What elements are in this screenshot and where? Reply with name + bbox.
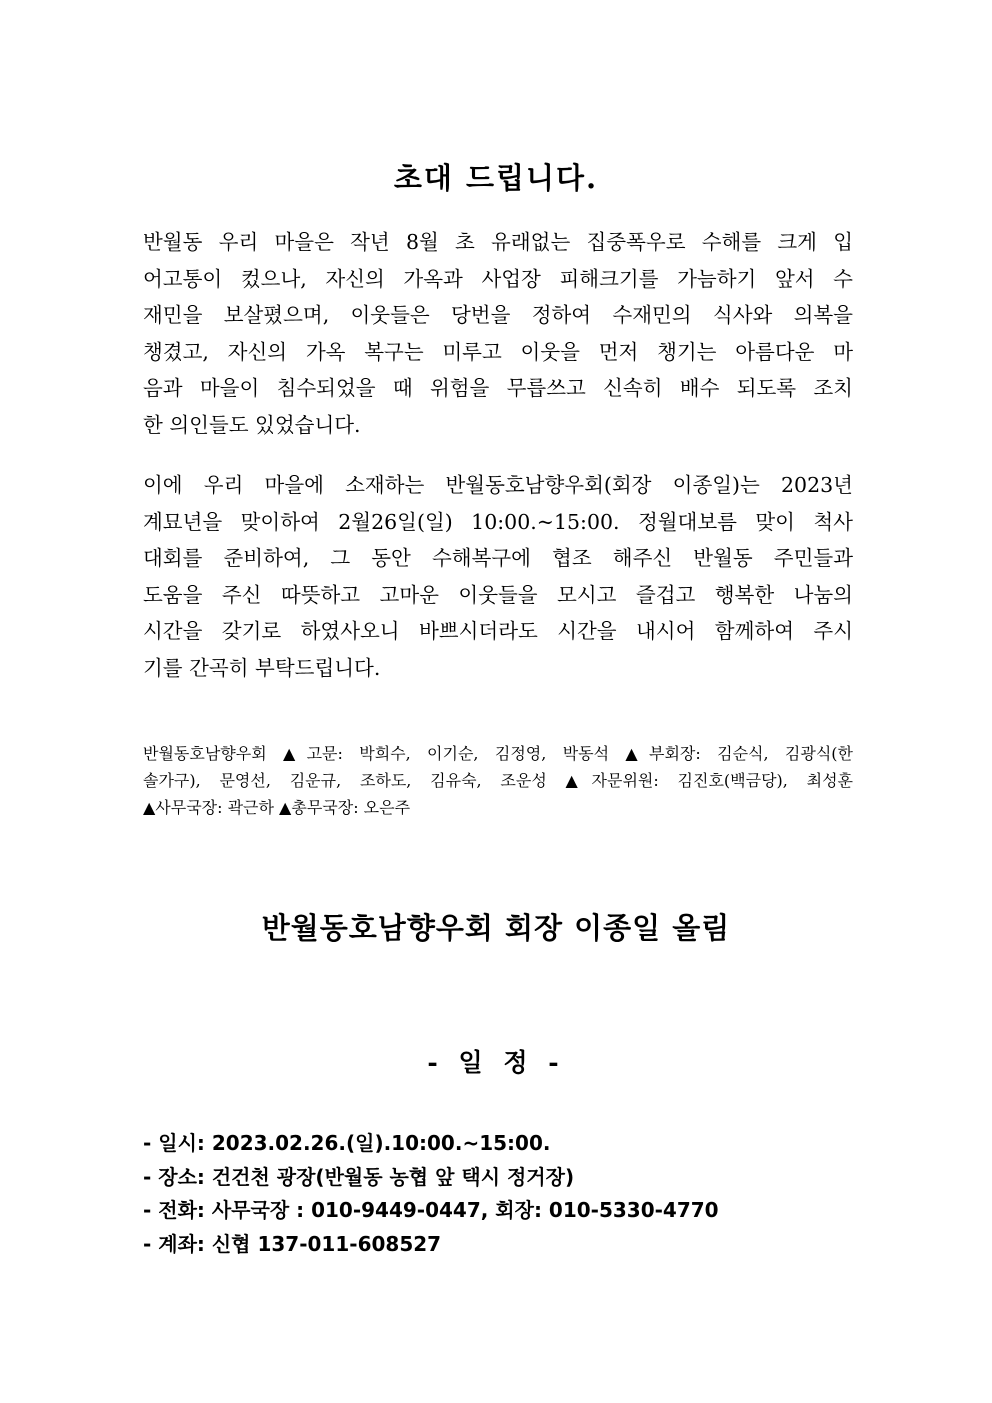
invitation-title: 초대 드립니다. <box>393 161 599 195</box>
signature: 반월동호남향우회 회장 이종일 올림 <box>261 911 731 945</box>
paragraph-line: 챙겼고, 자신의 가옥 복구는 미루고 이웃을 먼저 챙기는 아름다운 마 <box>143 339 853 364</box>
paragraph-line: 어고통이 컸으나, 자신의 가옥과 사업장 피해크기를 가늠하기 앞서 수 <box>143 266 853 291</box>
paragraph-line: 재민을 보살폈으며, 이웃들은 당번을 정하여 수재민의 식사와 의복을 <box>143 303 853 327</box>
paragraph-line: 대회를 준비하여, 그 동안 수해복구에 협조 해주신 반월동 주민들과 <box>143 546 853 570</box>
schedule-item-phone: - 전화: 사무국장 : 010-9449-0447, 회장: 010-5330-4770 <box>143 1198 719 1222</box>
paragraph-line: 계묘년을 맞이하여 2월26일(일) 10:00.~15:00. 정월대보름 맞이 척사 <box>143 509 853 534</box>
schedule-item-datetime: - 일시: 2023.02.26.(일).10:00.~15:00. <box>143 1131 551 1155</box>
members-line: 반월동호남향우회 ▲고문: 박희수, 이기순, 김정영, 박동석 ▲부회장: 김순식, 김광식(한 <box>143 744 853 763</box>
paragraph-line: 시간을 갖기로 하였사오니 바쁘시더라도 시간을 내시어 함께하여 주시 <box>143 619 853 643</box>
schedule-item-account: - 계좌: 신협 137-011-608527 <box>143 1231 442 1256</box>
paragraph-flood-story <box>143 224 853 443</box>
paragraph-line: 한 의인들도 있었습니다. <box>143 412 361 437</box>
paragraph-line: 음과 마을이 침수되었을 때 위험을 무릅쓰고 신속히 배수 되도록 조치 <box>143 376 853 400</box>
members-line: 솔가구), 문영선, 김운규, 조하도, 김유숙, 조운성 ▲자문위원: 김진호(백금당), 최성훈 <box>143 771 853 790</box>
paragraph-line: 이에 우리 마을에 소재하는 반월동호남향우회(회장 이종일)는 2023년 <box>143 473 853 497</box>
association-members <box>143 740 853 821</box>
schedule-list <box>143 1127 903 1261</box>
schedule-title: - 일 정 - <box>427 1048 565 1077</box>
paragraph-line: 반월동 우리 마을은 작년 8월 초 유래없는 집중폭우로 수해를 크게 입 <box>143 230 853 254</box>
paragraph-line: 도움을 주신 따뜻하고 고마운 이웃들을 모시고 즐겁고 행복한 나눔의 <box>143 582 853 607</box>
paragraph-line: 기를 간곡히 부탁드립니다. <box>143 655 381 680</box>
members-line: ▲사무국장: 곽근하 ▲총무국장: 오은주 <box>143 798 411 817</box>
paragraph-event-invitation <box>143 467 853 686</box>
schedule-item-location: - 장소: 건건천 광장(반월동 농협 앞 택시 정거장) <box>143 1164 575 1189</box>
